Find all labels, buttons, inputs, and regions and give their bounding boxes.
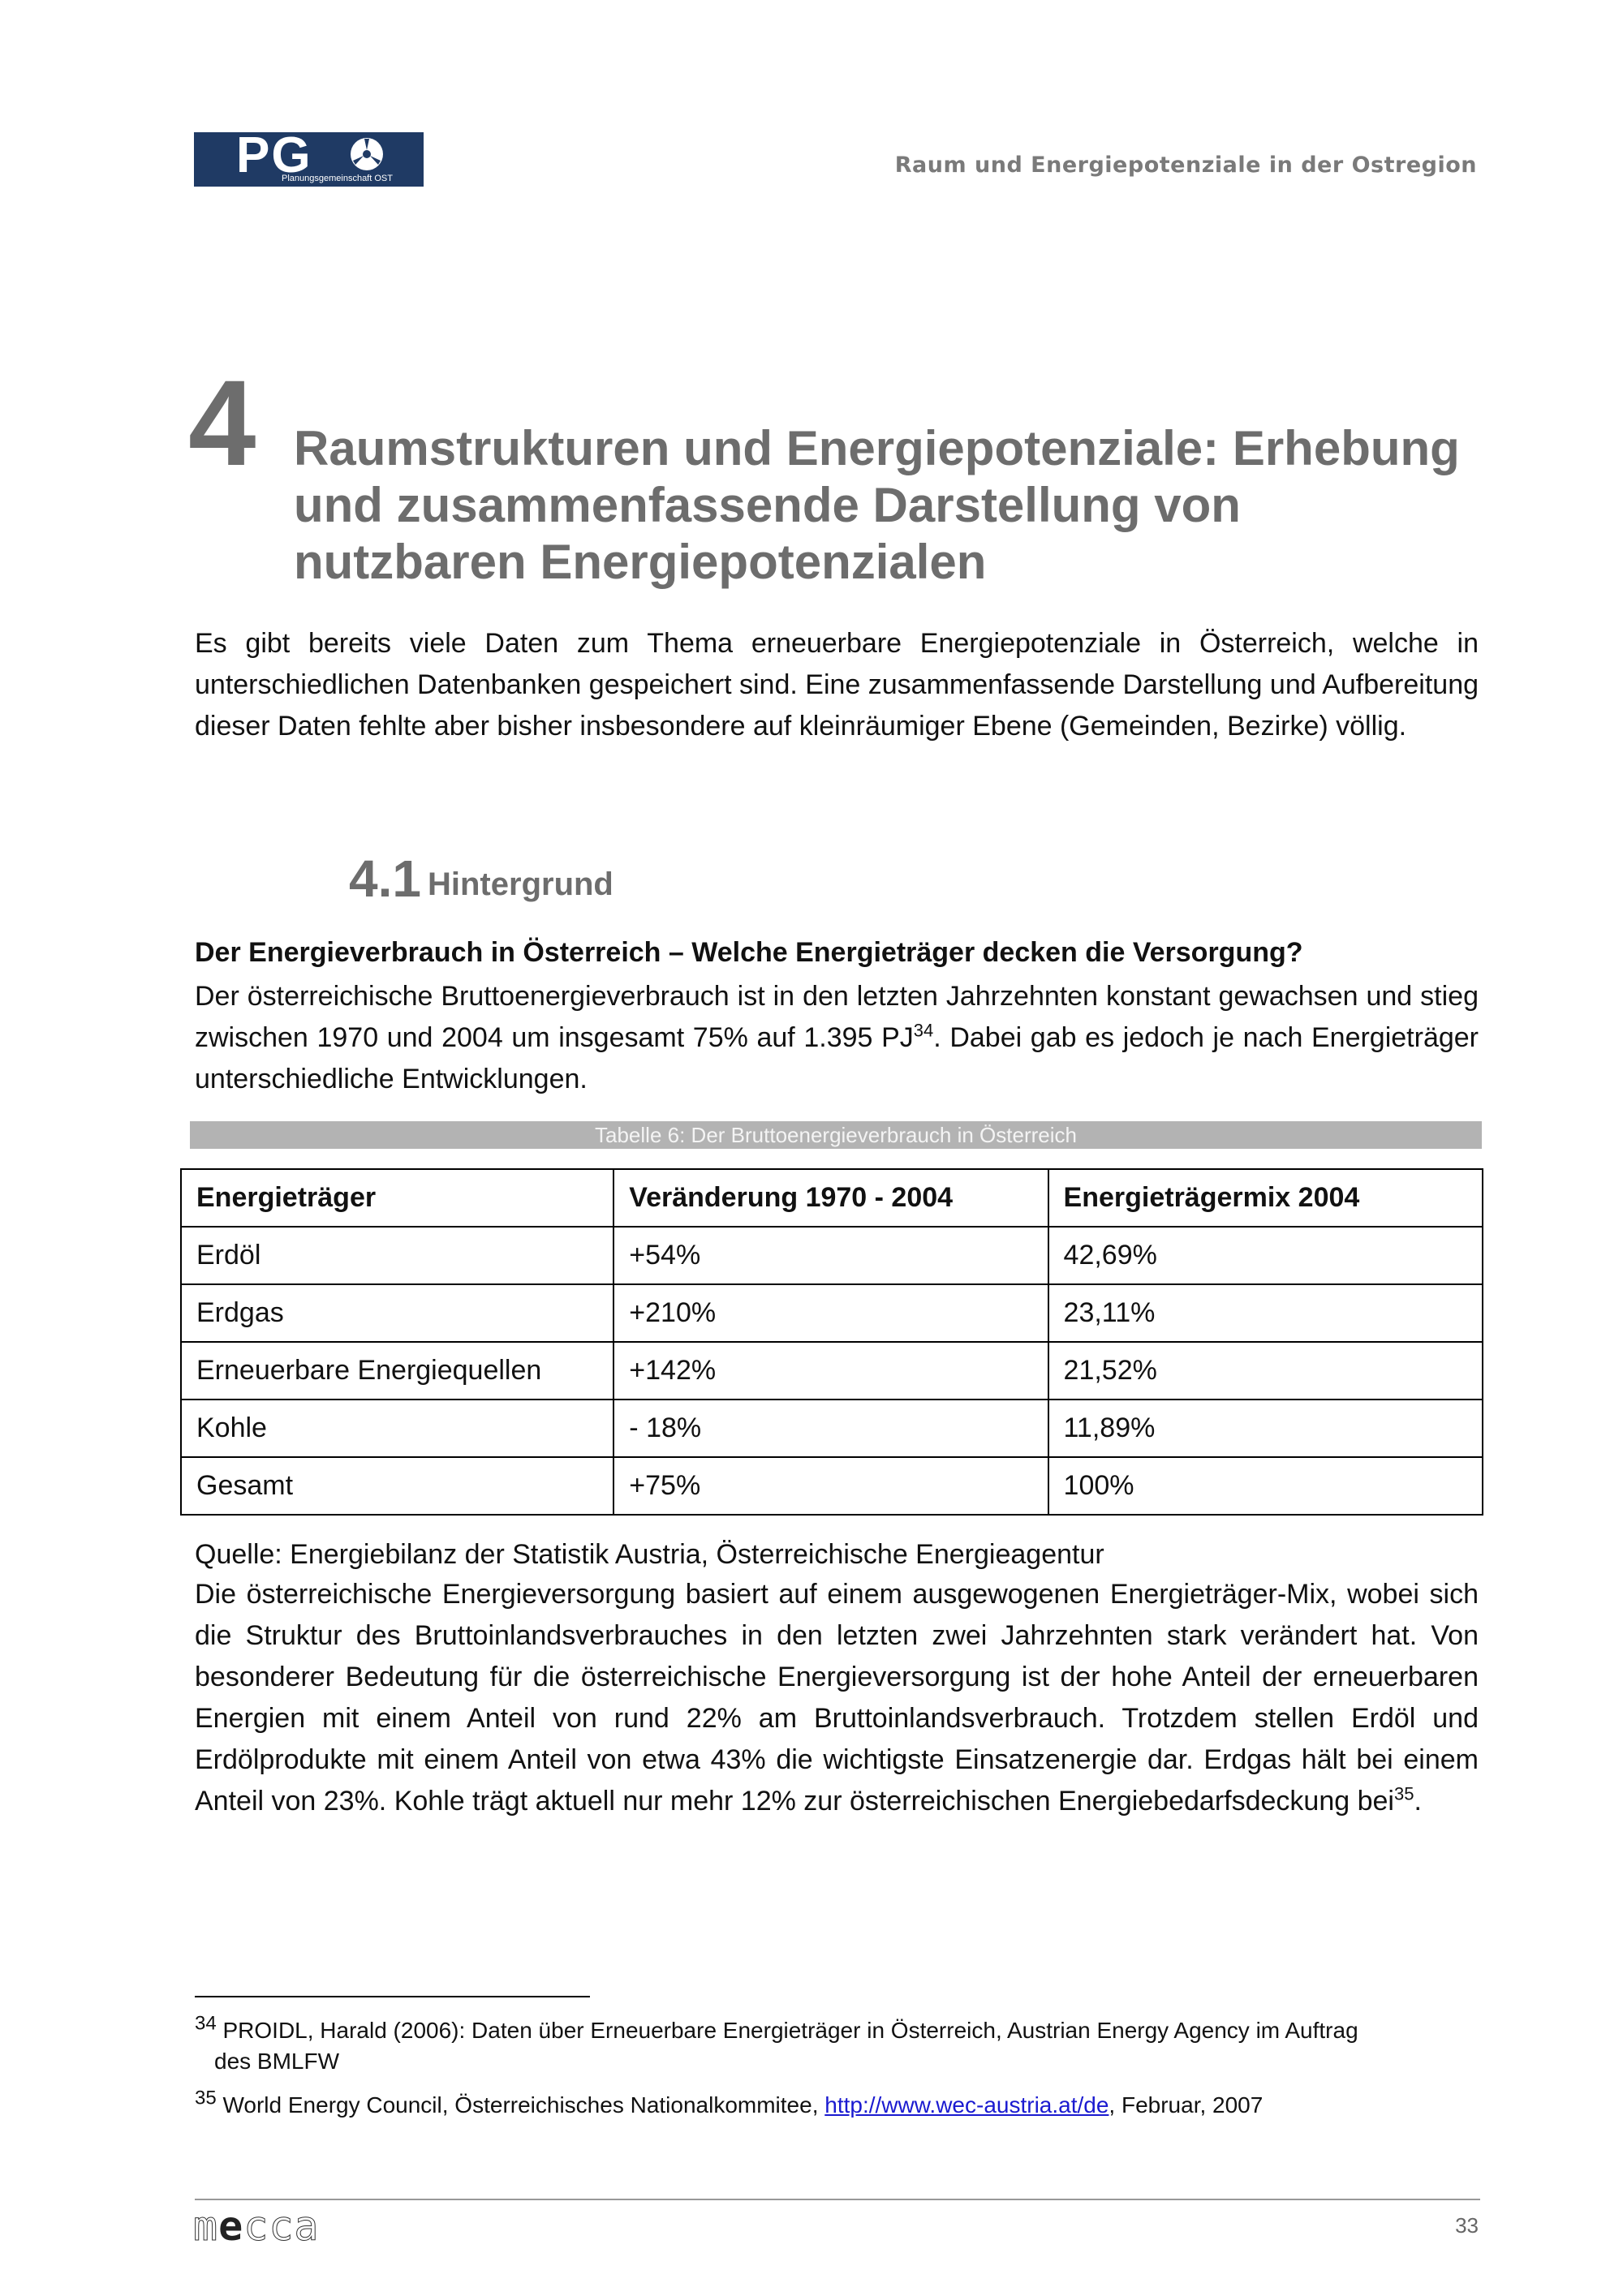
section-title: Hintergrund [428,866,613,902]
pgo-logo [194,132,424,187]
table-cell: Erdöl [181,1227,613,1284]
paragraph-text: Die österreichische Energieversorgung basiert auf einem ausgewogenen Energieträger-Mix, wobei sich die Struktur des Bruttoinlandsverbrauches in den letzten zwei Jahrzehnten stark verändert hat. Von besonderer Bedeutung für die österreichische Energieversorgung ist der hohe Anteil der erneuerbaren Energien mit einem Anteil von rund 22% am Bruttoinlandsverbrauch. Trotzdem stellen Erdöl und Erdölprodukte mit einem Anteil von etwa 43% die wichtigste Einsatzenergie dar. Erdgas hält bei einem Anteil von 23%. Kohle trägt aktuell nur mehr 12% zur österreichischen Energiebedarfsdeckung bei [195,1579,1479,1817]
table-cell: 21,52% [1048,1342,1483,1400]
logo-letter: e [218,2203,244,2250]
table-row [181,1457,1483,1515]
table-row [181,1342,1483,1400]
table-cell: 23,11% [1048,1284,1483,1342]
table-header-row [181,1169,1483,1227]
table-source: Quelle: Energiebilanz der Statistik Austria, Österreichische Energieagentur [195,1539,1104,1570]
logo-subtitle: Planungsgemeinschaft OST [282,174,393,183]
footer-separator [195,2199,1480,2200]
intro-paragraph: Es gibt bereits viele Daten zum Thema erneuerbare Energiepotenziale in Österreich, welche in unterschiedlichen Datenbanken gespeichert sind. Eine zusammenfassende Darstellung und Aufbereitung dieser Daten fehlte aber bisher insbesondere auf kleinräumiger Ebene (Gemeinden, Bezirke) völlig. [195,628,1479,742]
chapter-title-line: Raumstrukturen und Energiepotenziale: Erhebung [294,421,1460,475]
table-row [181,1227,1483,1284]
footnote-text: World Energy Council, Österreichisches Nationalkommitee, [222,2092,825,2118]
footnote-number: 35 [195,2087,217,2109]
table-cell: 100% [1048,1457,1483,1515]
column-header: Veränderung 1970 - 2004 [613,1169,1048,1227]
table-caption: Tabelle 6: Der Bruttoenergieverbrauch in Österreich [190,1121,1482,1149]
chapter-title [294,420,1495,591]
wec-austria-link[interactable]: http://www.wec-austria.at/de [824,2092,1109,2118]
footnote-ref-35[interactable]: 35 [1393,1783,1414,1804]
logo-text: PG [236,132,312,183]
table-cell: 42,69% [1048,1227,1483,1284]
document-header-title: Raum und Energiepotenziale in der Ostregion [894,153,1477,178]
table-cell: - 18% [613,1400,1048,1457]
logo-letter: cca [243,2203,320,2250]
mecca-logo [193,2204,320,2249]
table-cell: Erdgas [181,1284,613,1342]
column-header: Energieträger [181,1169,613,1227]
column-header: Energieträgermix 2004 [1048,1169,1483,1227]
paragraph-text: . [1414,1786,1422,1817]
footnote-text: , Februar, 2007 [1109,2092,1264,2118]
footnote-continuation: des BMLFW [214,2049,340,2074]
table-cell: 11,89% [1048,1400,1483,1457]
paragraph-energy-mix [195,1574,1479,1822]
table-cell: Erneuerbare Energiequellen [181,1342,613,1400]
wind-turbine-icon [348,135,385,173]
chapter-title-line: nutzbaren Energiepotenzialen [294,535,987,589]
footnote-text: PROIDL, Harald (2006): Daten über Erneuerbare Energieträger in Österreich, Austrian Energy Agency im Auftrag [222,2018,1358,2043]
logo-letter: m [193,2203,219,2250]
footnote-number: 34 [195,2012,217,2035]
footnote-separator [195,1996,590,1997]
table-cell: Kohle [181,1400,613,1457]
paragraph-consumption [195,976,1479,1100]
subheading: Der Energieverbrauch in Österreich – Welche Energieträger decken die Versorgung? [195,937,1303,968]
table-cell: Gesamt [181,1457,613,1515]
paragraph-text: Der österreichische Bruttoenergieverbrauch ist in den letzten Jahrzehnten konstant gewachsen und stieg zwischen 1970 und 2004 um insgesamt 75% auf 1.395 PJ [195,981,1479,1053]
chapter-title-line: und zusammenfassende Darstellung von [294,478,1241,532]
energy-consumption-table [180,1168,1483,1516]
footnote-34 [195,2012,1485,2077]
table-cell: +75% [613,1457,1048,1515]
chapter-number: 4 [188,355,256,491]
paragraph-text: . Dabei gab es jedoch je nach Energieträger unterschiedliche Entwicklungen. [195,1022,1479,1094]
table-cell: +54% [613,1227,1048,1284]
footnote-ref-34[interactable]: 34 [913,1020,934,1041]
table-cell: +142% [613,1342,1048,1400]
page-number: 33 [1455,2213,1479,2238]
footnote-35 [195,2087,1485,2121]
table-cell: +210% [613,1284,1048,1342]
table-row [181,1400,1483,1457]
table-row [181,1284,1483,1342]
section-number: 4.1 [349,849,421,908]
